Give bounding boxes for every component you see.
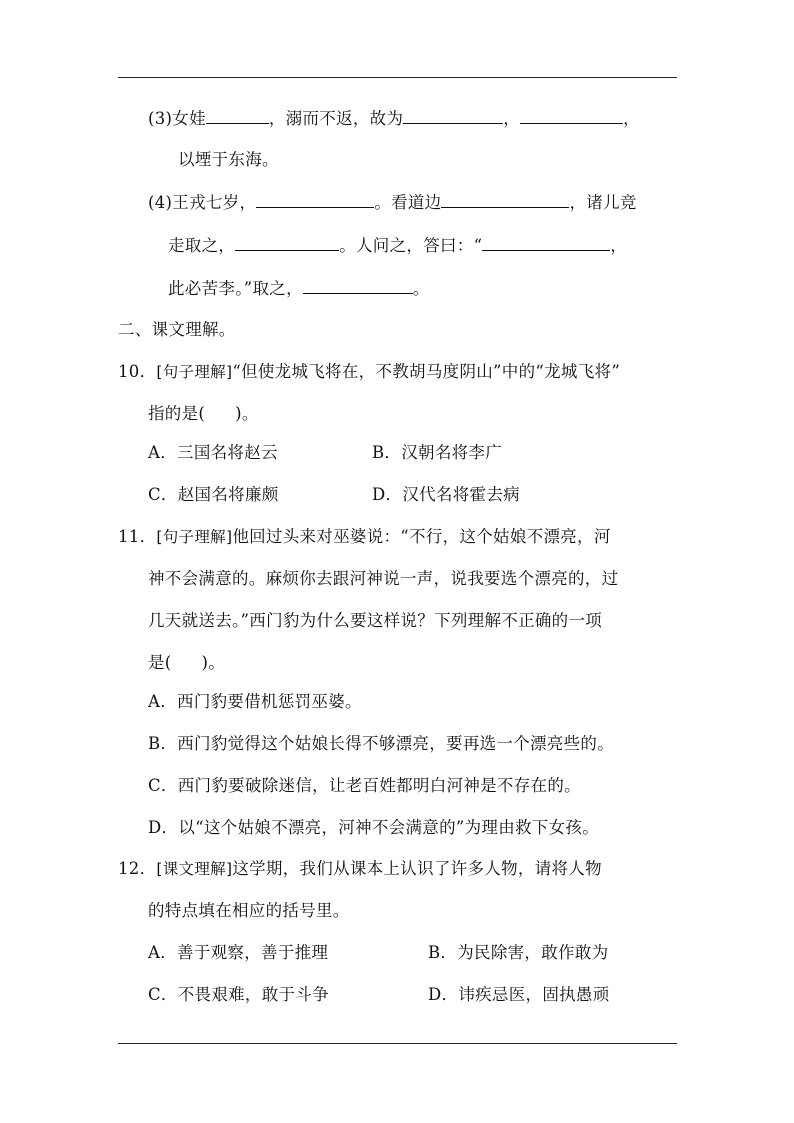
question-tag: [句子理解]	[156, 363, 233, 381]
q4-line3: 此必苦李。”取之， 。	[168, 276, 430, 301]
q11-line2: 神不会满意的。麻烦你去跟河神说一声，说我要选个漂亮的，过	[148, 569, 619, 588]
q12-option-b: B．为民除害，敢作敢为	[428, 943, 609, 962]
q10-option-c: C．赵国名将廉颇	[148, 485, 279, 504]
answer-blank[interactable]	[403, 106, 503, 124]
q3-line2: 以堙于东海。	[178, 150, 279, 169]
q11-option-d: D．以“这个姑娘不漂亮，河神不会满意的”为理由救下女孩。	[148, 818, 599, 837]
q11-option-b: B．西门豹觉得这个姑娘长得不够漂亮，要再选一个漂亮些的。	[148, 734, 615, 753]
q12-option-c: C．不畏艰难，敢于斗争	[148, 985, 329, 1004]
section-heading: 二、课文理解。	[118, 320, 236, 339]
q11-line3: 几天就送去。”西门豹为什么要这样说？下列理解不正确的一项	[148, 611, 603, 630]
question-tag: [课文理解]	[156, 860, 233, 878]
q12-option-a: A．善于观察，善于推理	[148, 943, 329, 962]
question-number: 11．	[118, 527, 157, 546]
q10-line2: 指的是( )。	[148, 404, 259, 423]
question-tag: [句子理解]	[156, 528, 233, 546]
answer-blank[interactable]	[482, 233, 610, 251]
q12-line1: 12．[课文理解]这学期，我们从课本上认识了许多人物，请将人物	[118, 859, 602, 878]
question-number: 10．	[118, 362, 157, 381]
top-rule	[118, 77, 677, 78]
q10-option-d: D．汉代名将霍去病	[372, 485, 520, 504]
answer-blank[interactable]	[303, 276, 413, 294]
q11-option-a: A．西门豹要借机惩罚巫婆。	[148, 692, 362, 711]
q10-option-a: A．三国名将赵云	[148, 443, 278, 462]
q12-line2: 的特点填在相应的括号里。	[148, 901, 350, 920]
bottom-rule	[118, 1043, 677, 1044]
answer-blank[interactable]	[520, 106, 623, 124]
q4-line2: 走取之， 。人问之，答曰：“ ，	[168, 233, 627, 258]
q12-option-d: D．讳疾忌医，固执愚顽	[428, 985, 610, 1004]
q10-option-b: B．汉朝名将李广	[372, 443, 503, 462]
q4-line1: (4)王戎七岁， 。看道边 ，诸儿竞	[148, 190, 637, 215]
answer-blank[interactable]	[256, 190, 374, 208]
question-number: 12．	[118, 859, 157, 878]
q3-line1: (3)女娃 ，溺而不返，故为 ， ，	[148, 106, 640, 131]
answer-blank[interactable]	[235, 233, 339, 251]
answer-blank[interactable]	[206, 106, 269, 124]
q11-line1: 11．[句子理解]他回过头来对巫婆说：“不行，这个姑娘不漂亮，河	[118, 527, 611, 546]
q10-line1: 10．[句子理解]“但使龙城飞将在，不教胡马度阴山”中的“龙城飞将”	[118, 362, 621, 381]
q11-line4: 是( )。	[148, 653, 226, 672]
q11-option-c: C．西门豹要破除迷信，让老百姓都明白河神是不存在的。	[148, 776, 581, 795]
answer-blank[interactable]	[441, 190, 569, 208]
